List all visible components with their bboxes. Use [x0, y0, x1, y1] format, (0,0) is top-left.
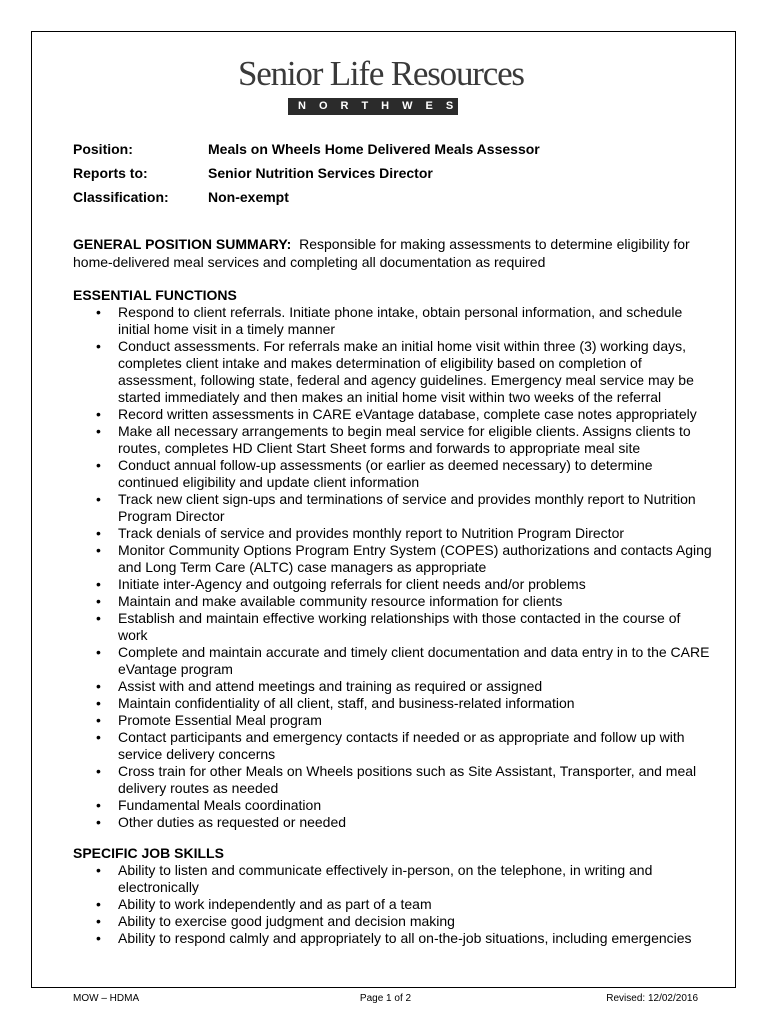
classification-label: Classification: [73, 189, 169, 205]
list-item: • Maintain and make available community resource information for clients [73, 593, 713, 610]
reports-to-label: Reports to: [73, 165, 148, 181]
list-item: • Fundamental Meals coordination [73, 797, 713, 814]
list-item: • Cross train for other Meals on Wheels positions such as Site Assistant, Transporter, and meal delivery routes as needed [73, 763, 713, 797]
position-value: Meals on Wheels Home Delivered Meals Assessor [208, 141, 540, 157]
list-item: • Complete and maintain accurate and timely client documentation and data entry in to the CARE eVantage program [73, 644, 713, 678]
list-item: • Other duties as requested or needed [73, 814, 713, 831]
list-item: • Monitor Community Options Program Entry System (COPES) authorizations and contacts Aging and Long Term Care (ALTC) case managers as appropriate [73, 542, 713, 576]
essential-functions-list [73, 304, 713, 831]
logo-subtitle: NORTHWEST [288, 98, 458, 115]
list-item: • Promote Essential Meal program [73, 712, 713, 729]
job-skills-list [73, 862, 713, 947]
position-field [73, 141, 713, 159]
classification-value: Non-exempt [208, 189, 289, 205]
logo-name: Senior Life Resources [238, 54, 524, 93]
list-item: • Conduct annual follow-up assessments (or earlier as deemed necessary) to determine continued eligibility and update client information [73, 457, 713, 491]
list-item: • Establish and maintain effective working relationships with those contacted in the course of work [73, 610, 713, 644]
list-item: • Record written assessments in CARE eVantage database, complete case notes appropriately [73, 406, 713, 423]
list-item: • Assist with and attend meetings and training as required or assigned [73, 678, 713, 695]
general-position-summary [73, 236, 713, 271]
footer-revised-date: Revised: 12/02/2016 [606, 993, 698, 1004]
reports-to-value: Senior Nutrition Services Director [208, 165, 433, 181]
list-item: • Respond to client referrals. Initiate phone intake, obtain personal information, and schedule initial home visit in a timely manner [73, 304, 713, 338]
position-label: Position: [73, 141, 133, 157]
classification-field [73, 189, 713, 207]
summary-text: Responsible for making assessments to determine eligibility for home-delivered meal services and completing all documentation as required [73, 236, 690, 270]
list-item: • Contact participants and emergency contacts if needed or as appropriate and follow up with service delivery concerns [73, 729, 713, 763]
list-item: • Ability to listen and communicate effectively in-person, on the telephone, in writing and electronically [73, 862, 713, 896]
specific-job-skills-heading: SPECIFIC JOB SKILLS [73, 845, 224, 861]
summary-heading: GENERAL POSITION SUMMARY: [73, 236, 292, 252]
list-item: • Make all necessary arrangements to begin meal service for eligible clients. Assigns clients to routes, completes HD Client Start Sheet forms and forwards to appropriate meal site [73, 423, 713, 457]
page-footer [73, 992, 698, 1006]
list-item: • Ability to work independently and as part of a team [73, 896, 713, 913]
reports-to-field [73, 165, 713, 183]
essential-functions-heading: ESSENTIAL FUNCTIONS [73, 287, 237, 303]
list-item: • Track new client sign-ups and terminations of service and provides monthly report to Nutrition Program Director [73, 491, 713, 525]
footer-doc-code: MOW – HDMA [73, 993, 140, 1004]
footer-page-number: Page 1 of 2 [359, 993, 412, 1004]
list-item: • Maintain confidentiality of all client, staff, and business-related information [73, 695, 713, 712]
list-item: • Initiate inter-Agency and outgoing referrals for client needs and/or problems [73, 576, 713, 593]
organization-logo [238, 54, 524, 116]
list-item: • Conduct assessments. For referrals make an initial home visit within three (3) working days, completes client intake and makes determination of eligibility based on completion of assessment, following state, federal and agency guidelines. Emergency meal service may be started immediately and then makes an initial home visit within two weeks of the referral [73, 338, 713, 406]
list-item: • Track denials of service and provides monthly report to Nutrition Program Director [73, 525, 713, 542]
list-item: • Ability to exercise good judgment and decision making [73, 913, 713, 930]
list-item: • Ability to respond calmly and appropriately to all on-the-job situations, including emergencies [73, 930, 713, 947]
